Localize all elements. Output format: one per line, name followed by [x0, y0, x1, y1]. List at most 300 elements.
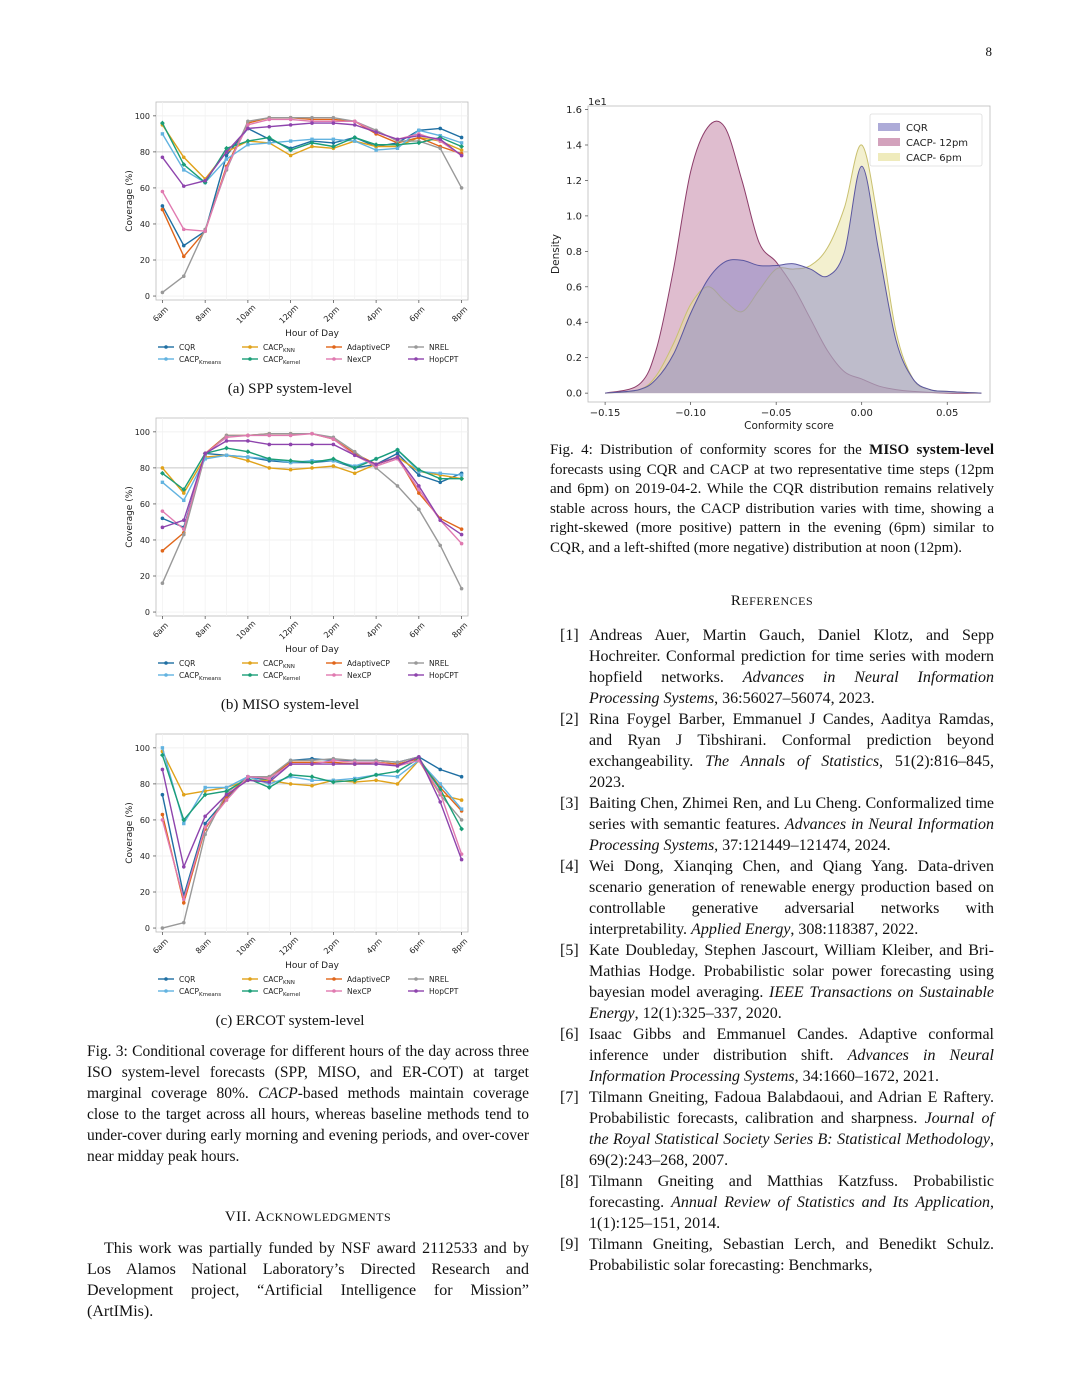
reference-item: [560, 856, 994, 940]
point-hopcpt: [438, 518, 442, 522]
point-nexcp: [161, 509, 165, 513]
point-nrel: [182, 274, 186, 278]
y-axis-label: Coverage (%): [125, 486, 135, 548]
reference-item: [560, 793, 994, 856]
point-nexcp: [310, 432, 314, 436]
x-tick-label: 6pm: [407, 304, 427, 324]
legend-marker: [414, 345, 418, 349]
y-tick-label: 60: [139, 183, 150, 193]
y-tick-label: 0.4: [566, 317, 582, 329]
references-list: [560, 625, 994, 1276]
point-hopcpt: [267, 125, 271, 129]
legend-marker: [248, 357, 252, 361]
point-nrel: [289, 759, 293, 763]
point-cacp_kmeans: [225, 454, 228, 457]
point-hopcpt: [267, 443, 271, 447]
x-tick-label: 8pm: [450, 936, 470, 956]
y-tick-label: 80: [139, 463, 150, 473]
point-cqr: [460, 136, 464, 140]
x-tick-label: 10am: [234, 934, 258, 958]
y-multiplier: 1e1: [588, 98, 607, 108]
point-hopcpt: [460, 154, 464, 158]
point-nrel: [396, 760, 400, 764]
y-tick-label: 80: [139, 779, 150, 789]
point-hopcpt: [374, 130, 378, 134]
legend-marker: [248, 673, 252, 677]
point-hopcpt: [332, 443, 336, 447]
legend-label: $CACP_{KNN}$: [263, 975, 295, 986]
legend-label: NREL: [429, 343, 449, 352]
chart-spp: [120, 98, 480, 368]
fig4-bold: MISO system-level: [869, 442, 994, 458]
point-cqr: [161, 793, 165, 797]
point-cqr: [438, 768, 442, 772]
point-adaptivecp: [182, 255, 186, 259]
legend-label: CQR: [179, 343, 196, 352]
legend-marker: [332, 673, 336, 677]
point-hopcpt: [225, 150, 229, 154]
x-tick-label: 6pm: [407, 936, 427, 956]
fig3-text-b: -based methods maintain coverage close to the target across all hours, whereas baseline methods tend to under-cover during early morning and evening periods, and over-cover near midday peak hours.: [87, 1085, 529, 1165]
point-cacp_knn: [353, 472, 357, 476]
point-cacp_knn: [161, 466, 165, 470]
point-cqr: [438, 127, 442, 131]
point-cacp_knn: [396, 782, 400, 786]
point-nrel: [460, 818, 464, 822]
point-hopcpt: [289, 443, 293, 447]
point-cacp_knn: [267, 466, 271, 470]
x-tick-label: 2pm: [322, 936, 342, 956]
point-nexcp: [353, 119, 357, 123]
legend-label: NREL: [429, 659, 449, 668]
point-hopcpt: [374, 762, 378, 766]
point-adaptivecp: [161, 208, 165, 212]
point-nrel: [460, 587, 464, 591]
reference-number: [2]: [560, 711, 579, 728]
point-nexcp: [161, 818, 165, 822]
point-nrel: [246, 119, 250, 123]
x-tick-label: −0.05: [760, 408, 792, 419]
point-hopcpt: [182, 518, 186, 522]
y-tick-label: 40: [139, 219, 150, 229]
point-cacp_kmeans: [439, 472, 442, 475]
legend-label: NexCP: [347, 671, 372, 680]
point-cacp_kmeans: [225, 786, 228, 789]
y-tick-label: 1.0: [566, 211, 582, 223]
x-axis-label: Hour of Day: [285, 961, 339, 971]
point-hopcpt: [289, 123, 293, 127]
point-hopcpt: [438, 137, 442, 141]
ack-heading-first: A: [254, 1209, 267, 1225]
legend-label: $CACP_{KNN}$: [263, 343, 295, 354]
ack-heading-rest: CKNOWLEDGMENTS: [266, 1210, 392, 1224]
legend-marker: [164, 989, 168, 993]
y-tick-label: 60: [139, 499, 150, 509]
point-cacp_kmeans: [460, 807, 463, 810]
point-hopcpt: [225, 439, 229, 443]
reference-number: [6]: [560, 1026, 579, 1043]
legend-label: CQR: [179, 975, 196, 984]
point-hopcpt: [460, 533, 464, 537]
x-tick-label: 6am: [151, 304, 171, 324]
reference-item: [560, 1171, 994, 1234]
ack-heading: [87, 1209, 529, 1226]
point-nrel: [438, 146, 442, 150]
legend-label: NREL: [429, 975, 449, 984]
point-nexcp: [332, 759, 336, 763]
point-nrel: [161, 291, 165, 295]
subcaption-c: (c) ERCOT system-level: [215, 1013, 365, 1029]
point-cacp_kmeans: [161, 481, 164, 484]
point-cacp_kmeans: [225, 157, 228, 160]
point-cacp_knn: [310, 466, 314, 470]
legend-label: AdaptiveCP: [347, 343, 390, 352]
point-nrel: [182, 533, 186, 537]
x-tick-label: 0.00: [850, 408, 873, 419]
point-adaptivecp: [161, 813, 165, 817]
point-nexcp: [182, 897, 186, 901]
point-nrel: [310, 116, 314, 120]
fig3-text-a: Conditional coverage for different hours of the day across three ISO system-level forecasts (SPP, MISO, and ER-COT) at target marginal coverage 80%.: [87, 1043, 529, 1102]
point-cacp_kmeans: [161, 746, 164, 749]
point-nrel: [161, 581, 165, 585]
point-cacp_kmeans: [396, 147, 399, 150]
x-tick-label: 6pm: [407, 620, 427, 640]
legend-label: HopCPT: [429, 987, 459, 996]
point-cacp_knn: [310, 784, 314, 788]
point-nexcp: [246, 434, 250, 438]
y-tick-label: 0: [144, 924, 150, 934]
point-hopcpt: [417, 484, 421, 488]
point-cacp_knn: [246, 459, 250, 463]
point-hopcpt: [396, 455, 400, 459]
point-cacp_kmeans: [439, 782, 442, 785]
point-hopcpt: [353, 123, 357, 127]
legend-marker: [164, 345, 168, 349]
point-hopcpt: [203, 815, 207, 819]
legend-label: CQR: [179, 659, 196, 668]
legend-label: $CACP_{Kernel}$: [263, 671, 301, 682]
reference-item: [560, 1024, 994, 1087]
point-nexcp: [267, 777, 271, 781]
legend-marker: [164, 673, 168, 677]
point-hopcpt: [161, 156, 165, 160]
x-tick-label: 2pm: [322, 620, 342, 640]
legend-marker: [414, 977, 418, 981]
point-nexcp: [460, 542, 464, 546]
point-cacp_kmeans: [332, 138, 335, 141]
y-tick-label: 40: [139, 851, 150, 861]
x-tick-label: 4pm: [364, 304, 384, 324]
point-cacp_kmeans: [161, 132, 164, 135]
point-hopcpt: [396, 764, 400, 768]
point-hopcpt: [438, 800, 442, 804]
point-nexcp: [246, 775, 250, 779]
legend-label: $CACP_{Kmeans}$: [179, 355, 222, 366]
point-hopcpt: [182, 184, 186, 188]
y-tick-label: 0: [144, 608, 150, 618]
point-cacp_knn: [332, 464, 336, 468]
y-tick-label: 0.8: [566, 246, 582, 258]
reference-item: [560, 625, 994, 709]
x-tick-label: 12pm: [277, 618, 301, 642]
y-tick-label: 0.0: [566, 388, 582, 400]
x-tick-label: 6am: [151, 936, 171, 956]
x-tick-label: 0.05: [936, 408, 959, 419]
y-tick-label: 80: [139, 147, 150, 157]
point-nexcp: [203, 229, 207, 233]
point-cqr: [161, 517, 165, 521]
point-hopcpt: [310, 121, 314, 125]
point-cacp_kmeans: [310, 779, 313, 782]
point-hopcpt: [353, 762, 357, 766]
legend-swatch: [878, 123, 900, 131]
x-tick-label: 6am: [151, 620, 171, 640]
point-cqr: [460, 775, 464, 779]
point-cacp_kmeans: [396, 775, 399, 778]
point-nexcp: [246, 123, 250, 127]
x-tick-label: 2pm: [322, 304, 342, 324]
point-nrel: [460, 186, 464, 190]
page-number: 8: [985, 44, 992, 59]
point-cacp_kmeans: [182, 499, 185, 502]
reference-text: Baiting Chen, Zhimei Ren, and Lu Cheng. Conformalized time series with semantic features. Advances in Neural Information Processing Systems, 37:121449–121474, 2024.: [589, 795, 995, 854]
y-tick-label: 20: [139, 256, 150, 266]
point-nexcp: [289, 118, 293, 122]
legend-label: $CACP_{Kmeans}$: [179, 671, 222, 682]
x-tick-label: 4pm: [364, 620, 384, 640]
reference-number: [8]: [560, 1173, 579, 1190]
x-axis-label: Conformity score: [744, 420, 834, 432]
x-tick-label: 12pm: [277, 302, 301, 326]
point-nexcp: [332, 437, 336, 441]
fig3-emph: CACP: [258, 1085, 298, 1102]
point-hopcpt: [289, 762, 293, 766]
legend-marker: [332, 345, 336, 349]
point-hopcpt: [182, 865, 186, 869]
reference-text: Kate Doubleday, Stephen Jascourt, William Kleiber, and Bri-Mathias Hodge. Probabilistic solar power forecasting using bayesian model averaging. IEEE Transactions on Sustainable Energy, 12(1):325–337, 2020.: [589, 942, 995, 1022]
fig4-caption: [550, 441, 994, 558]
x-tick-label: 4pm: [364, 936, 384, 956]
x-axis-label: Hour of Day: [285, 329, 339, 339]
y-tick-label: 0.6: [566, 282, 582, 294]
legend-label: NexCP: [347, 355, 372, 364]
point-nexcp: [438, 791, 442, 795]
point-nrel: [161, 926, 165, 930]
legend-marker: [414, 661, 418, 665]
point-cacp_kmeans: [246, 143, 249, 146]
legend-label: $CACP_{Kernel}$: [263, 355, 301, 366]
point-hopcpt: [396, 137, 400, 141]
point-cqr: [182, 244, 186, 248]
legend-marker: [164, 357, 168, 361]
point-cacp_kmeans: [182, 168, 185, 171]
point-cacp_kmeans: [268, 141, 271, 144]
legend-label: $CACP_{Kernel}$: [263, 987, 301, 998]
point-cacp_knn: [182, 156, 186, 160]
chart-ercot: [120, 730, 480, 1000]
point-cacp_kmeans: [417, 129, 420, 132]
point-adaptivecp: [161, 549, 165, 553]
legend-marker: [332, 977, 336, 981]
legend-marker: [332, 357, 336, 361]
point-nrel: [332, 116, 336, 120]
legend-marker: [414, 673, 418, 677]
point-cacp_knn: [289, 782, 293, 786]
point-cacp_kmeans: [203, 786, 206, 789]
point-cacp_knn: [374, 778, 378, 782]
subcaption-b: (b) MISO system-level: [220, 697, 360, 713]
point-hopcpt: [161, 768, 165, 772]
point-hopcpt: [353, 453, 357, 457]
legend-marker: [164, 977, 168, 981]
x-tick-label: 10am: [234, 618, 258, 642]
point-hopcpt: [332, 121, 336, 125]
y-tick-label: 100: [134, 743, 150, 753]
point-hopcpt: [310, 762, 314, 766]
reference-number: [7]: [560, 1089, 579, 1106]
point-nexcp: [182, 527, 186, 531]
y-tick-label: 1.4: [566, 140, 582, 152]
point-hopcpt: [332, 762, 336, 766]
reference-text: Andreas Auer, Martin Gauch, Daniel Klotz, and Sepp Hochreiter. Conformal prediction for time series with modern hopfield networks. Advances in Neural Information Processing Systems, 36:56027–56074, 2023.: [589, 627, 994, 707]
point-nexcp: [182, 228, 186, 232]
reference-text: Tilmann Gneiting, Sebastian Lerch, and Benedikt Schulz. Probabilistic solar forecasting: Benchmarks,: [589, 1236, 994, 1274]
point-hopcpt: [225, 793, 229, 797]
legend-marker: [248, 977, 252, 981]
legend-marker: [164, 661, 168, 665]
point-nrel: [396, 484, 400, 488]
point-hopcpt: [246, 439, 250, 443]
legend-marker: [332, 661, 336, 665]
x-tick-label: 8pm: [450, 620, 470, 640]
point-nexcp: [267, 118, 271, 122]
legend-marker: [248, 345, 252, 349]
point-nexcp: [289, 434, 293, 438]
y-tick-label: 40: [139, 535, 150, 545]
point-nexcp: [267, 434, 271, 438]
point-nrel: [417, 508, 421, 512]
legend-label: CACP- 6pm: [906, 153, 962, 164]
legend-marker: [248, 661, 252, 665]
legend-marker: [332, 989, 336, 993]
point-cacp_kmeans: [246, 455, 249, 458]
point-cacp_kmeans: [182, 822, 185, 825]
legend-label: HopCPT: [429, 355, 459, 364]
reference-text: Tilmann Gneiting and Matthias Katzfuss. Probabilistic forecasting. Annual Review of Statistics and Its Application, 1(1):125–151, 2014.: [589, 1173, 995, 1232]
reference-item: [560, 1087, 994, 1171]
reference-item: [560, 709, 994, 793]
reference-number: [9]: [560, 1236, 579, 1253]
x-tick-label: 8am: [193, 304, 213, 324]
point-cacp_kmeans: [310, 138, 313, 141]
point-nrel: [182, 921, 186, 925]
reference-text: Wei Dong, Xianqing Chen, and Qiang Yang. Data-driven scenario generation of renewable energy production based on controllable generative adversarial networks with interpretability. Applied Energy, 308:118387, 2022.: [589, 858, 994, 938]
point-nexcp: [225, 166, 229, 170]
point-nexcp: [161, 190, 165, 194]
subcaption-a: (a) SPP system-level: [227, 381, 353, 397]
legend-label: NexCP: [347, 987, 372, 996]
point-cacp_knn: [460, 798, 464, 802]
point-cacp_knn: [289, 154, 293, 158]
fig4-text-a: Distribution of conformity scores for the: [592, 442, 870, 458]
references-heading: [550, 593, 994, 610]
x-tick-label: 8pm: [450, 304, 470, 324]
legend-swatch: [878, 138, 900, 146]
point-cacp_knn: [289, 468, 293, 472]
point-adaptivecp: [460, 527, 464, 531]
point-hopcpt: [374, 462, 378, 466]
point-cacp_kmeans: [460, 141, 463, 144]
x-tick-label: 12pm: [277, 934, 301, 958]
y-axis-label: Density: [550, 234, 562, 274]
ack-heading-num: VII.: [224, 1209, 255, 1225]
reference-number: [1]: [560, 627, 579, 644]
point-cacp_kmeans: [460, 473, 463, 476]
point-hopcpt: [460, 858, 464, 862]
point-cacp_kmeans: [353, 139, 356, 142]
legend-label: CACP- 12pm: [906, 138, 969, 149]
point-nexcp: [225, 798, 229, 802]
y-tick-label: 20: [139, 572, 150, 582]
legend-marker: [414, 357, 418, 361]
y-tick-label: 0.2: [566, 353, 582, 365]
y-tick-label: 100: [134, 427, 150, 437]
y-tick-label: 0: [144, 292, 150, 302]
legend-label: AdaptiveCP: [347, 975, 390, 984]
y-tick-label: 1.2: [566, 175, 582, 187]
point-cqr: [161, 204, 165, 208]
point-hopcpt: [310, 443, 314, 447]
point-hopcpt: [203, 179, 207, 183]
reference-number: [5]: [560, 942, 579, 959]
point-hopcpt: [417, 755, 421, 759]
legend-marker: [414, 989, 418, 993]
x-tick-label: 8am: [193, 620, 213, 640]
x-axis-label: Hour of Day: [285, 645, 339, 655]
point-nrel: [310, 759, 314, 763]
point-hopcpt: [161, 526, 165, 530]
legend-marker: [248, 989, 252, 993]
x-tick-label: 10am: [234, 302, 258, 326]
reference-number: [4]: [560, 858, 579, 875]
y-axis-label: Coverage (%): [125, 802, 135, 864]
x-tick-label: −0.10: [675, 408, 706, 419]
point-hopcpt: [203, 452, 207, 456]
reference-text: Tilmann Gneiting, Fadoua Balabdaoui, and Adrian E Raftery. Probabilistic forecasts, calibration and sharpness. Journal of the Royal Statistical Society Series B: Statistical Methodology, 69(2):243–268, 2007.: [589, 1089, 994, 1169]
reference-number: [3]: [560, 795, 579, 812]
y-tick-label: 20: [139, 888, 150, 898]
x-tick-label: 8am: [193, 936, 213, 956]
legend-label: HopCPT: [429, 671, 459, 680]
x-tick-label: −0.15: [589, 408, 621, 419]
legend-swatch: [878, 153, 900, 161]
point-nrel: [353, 450, 357, 454]
point-cacp_kmeans: [289, 139, 292, 142]
legend-label: $CACP_{Kmeans}$: [179, 987, 222, 998]
y-tick-label: 60: [139, 815, 150, 825]
point-hopcpt: [267, 780, 271, 784]
references-heading-first: R: [730, 593, 742, 609]
point-nexcp: [203, 825, 207, 829]
point-nrel: [438, 544, 442, 548]
references-heading-rest: EFERENCES: [741, 594, 814, 608]
y-tick-label: 100: [134, 111, 150, 121]
point-cacp_kmeans: [374, 148, 377, 151]
fig4-text-b: forecasts using CQR and CACP at two representative time steps (12pm and 6pm) on 2019-04-2. While the CQR distribution remains relatively stable across hours, the CACP distribution varies with time, showing a right-skewed (more positive) pattern in the evening (6pm) similar to CQR, and a left-shifted (more negative) distribution at noon (12pm).: [550, 461, 994, 556]
reference-item: [560, 940, 994, 1024]
reference-text: Rina Foygel Barber, Emmanuel J Candes, Aaditya Ramdas, and Ryan J Tibshirani. Conformal prediction beyond exchangeability. The Annals of Statistics, 51(2):816–845, 2023.: [589, 711, 994, 791]
